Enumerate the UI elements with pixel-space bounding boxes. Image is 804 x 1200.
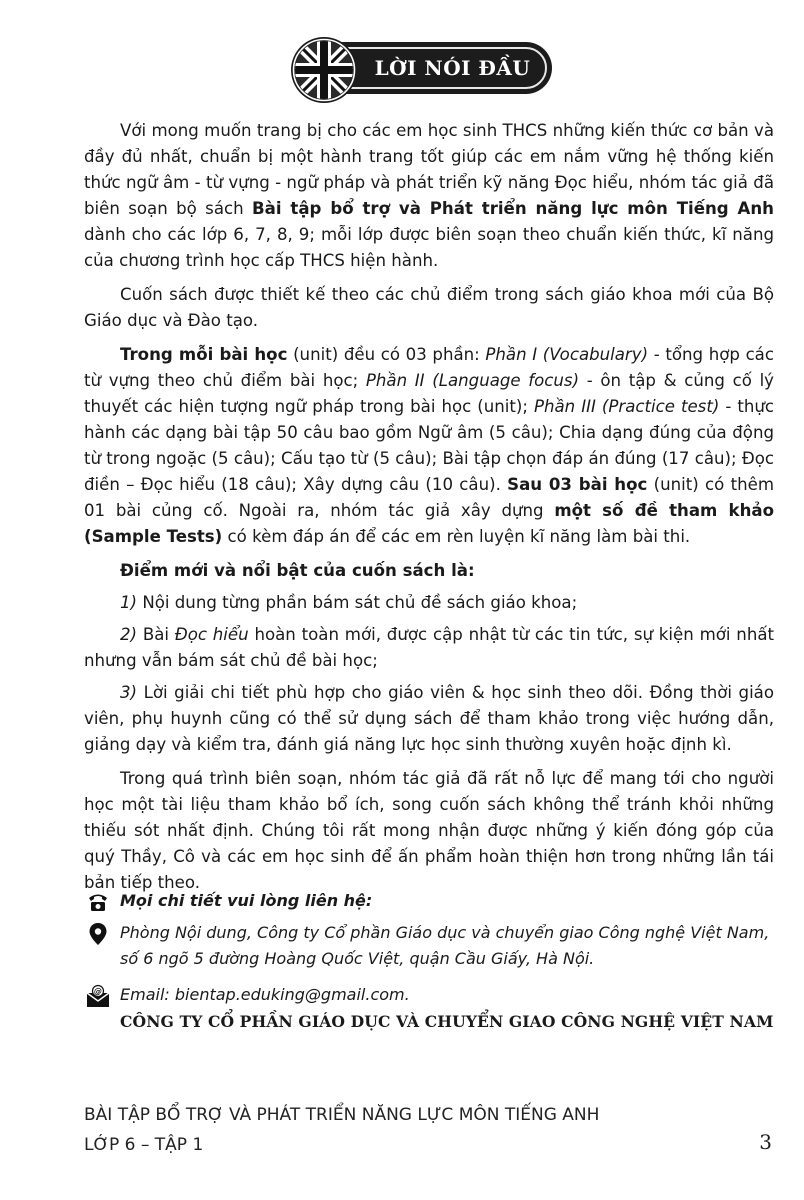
paragraph-structure: Trong mỗi bài học (unit) đều có 03 phần: Phần I (Vocabulary) - tổng hợp các từ vựng theo chủ điểm bài học; Phần II (Language focus) - ôn tập & củng cố lý thuyết các hiện tượng ngữ pháp trong bài học (unit); Phần III (Practice test) - thực hành các dạng bài tập 50 câu bao gồm Ngữ âm (5 câu); Chia dạng đúng của động từ trong ngoặc (5 câu); Cấu tạo từ (5 câu); Bài tập chọn đáp án đúng (17 câu); Đọc điền – Đọc hiểu (18 câu); Xây dựng câu (10 câu). Sau 03 bài học (unit) có thêm 01 bài củng cố. Ngoài ra, nhóm tác giả xây dựng một số đề tham khảo (Sample Tests) có kèm đáp án để các em rèn luyện kĩ năng làm bài thi.	[84, 345, 774, 546]
contact-heading-row	[84, 888, 784, 914]
address-row	[84, 920, 784, 972]
paragraph-design: Cuốn sách được thiết kế theo các chủ điểm trong sách giáo khoa mới của Bộ Giáo dục và Đào tạo.	[84, 285, 774, 330]
svg-text:@: @	[94, 987, 102, 996]
company-name: CÔNG TY CỔ PHẦN GIÁO DỤC VÀ CHUYỂN GIAO CÔNG NGHỆ VIỆT NAM	[120, 1012, 774, 1031]
contact-section	[84, 888, 784, 1008]
location-pin-icon	[86, 922, 110, 946]
highlight-item-2: 2) Bài Đọc hiểu hoàn toàn mới, được cập nhật từ các tin tức, sự kiện mới nhất nhưng vẫn bám sát chủ đề bài học;	[84, 625, 775, 670]
highlight-item-1: 1) Nội dung từng phần bám sát chủ đề sách giáo khoa;	[120, 593, 578, 612]
highlights-heading: Điểm mới và nổi bật của cuốn sách là:	[120, 561, 475, 580]
paragraph-closing: Trong quá trình biên soạn, nhóm tác giả đã rất nỗ lực để mang tới cho người học một tài liệu tham khảo bổ ích, song cuốn sách không thể tránh khỏi những thiếu sót nhất định. Chúng tôi rất mong nhận được những ý kiến đóng góp của quý Thầy, Cô và các em học sinh để ấn phẩm hoàn thiện hơn trong những lần tái bản tiếp theo.	[84, 769, 774, 892]
contact-heading: Mọi chi tiết vui lòng liên hệ:	[120, 891, 373, 910]
title-banner	[290, 36, 552, 104]
paragraph-intro: Với mong muốn trang bị cho các em học sinh THCS những kiến thức cơ bản và đầy đủ nhất, chuẩn bị một hành trang tốt giúp các em nắm vững hệ thống kiến thức ngữ âm - từ vựng - ngữ pháp và phát triển kỹ năng Đọc hiểu, nhóm tác giả đã biên soạn bộ sách Bài tập bổ trợ và Phát triển năng lực môn Tiếng Anh dành cho các lớp 6, 7, 8, 9; mỗi lớp được biên soạn theo chuẩn kiến thức, kĩ năng của chương trình học cấp THCS hiện hành.	[84, 121, 774, 270]
email-text[interactable]: Email: bientap.eduking@gmail.com.	[120, 985, 410, 1004]
preface-body	[84, 118, 774, 904]
email-row	[84, 982, 784, 1008]
email-icon	[86, 984, 110, 1008]
title-bar	[328, 42, 552, 94]
address-text: Phòng Nội dung, Công ty Cổ phần Giáo dục và chuyển giao Công nghệ Việt Nam, số 6 ngõ 5 đường Hoàng Quốc Việt, quận Cầu Giấy, Hà Nội.	[120, 923, 770, 968]
page-number: 3	[759, 1130, 772, 1154]
footer-book-title: BÀI TẬP BỔ TRỢ VÀ PHÁT TRIỂN NĂNG LỰC MÔN TIẾNG ANH LỚP 6 – TẬP 1	[84, 1105, 600, 1155]
phone-icon	[86, 890, 110, 914]
book-series-title: Bài tập bổ trợ và Phát triển năng lực môn Tiếng Anh	[252, 199, 774, 218]
page-title: LỜI NÓI ĐẦU	[374, 56, 531, 80]
highlight-item-3: 3) Lời giải chi tiết phù hợp cho giáo viên & học sinh theo dõi. Đồng thời giáo viên, phụ huynh cũng có thể sử dụng sách để tham khảo trong việc hướng dẫn, giảng dạy và kiểm tra, đánh giá năng lực học sinh thường xuyên hoặc định kì.	[84, 683, 774, 754]
uk-flag-icon	[290, 36, 358, 104]
